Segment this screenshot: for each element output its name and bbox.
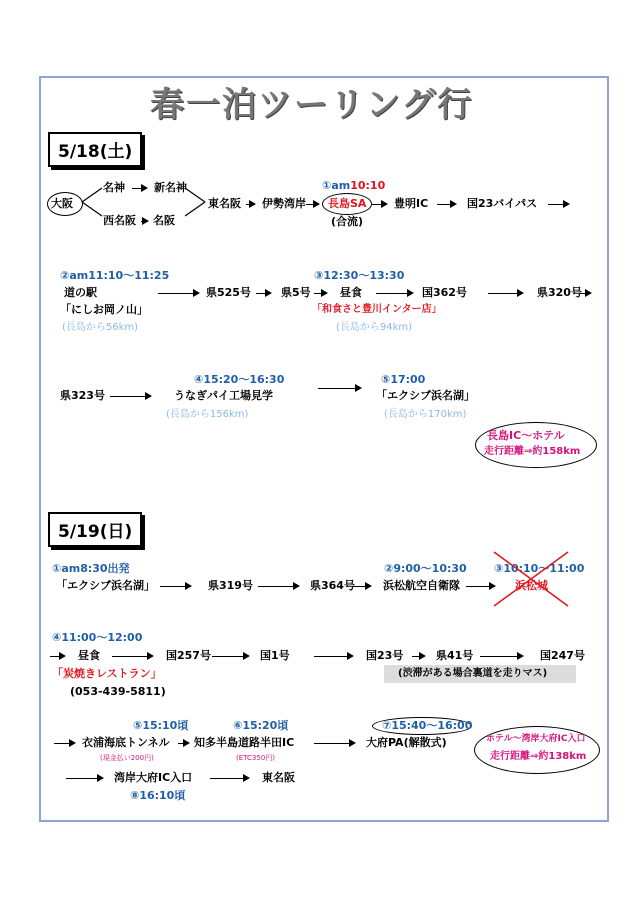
day2-stop4-time: ④11:00～12:00: [52, 631, 143, 644]
arrow: [212, 656, 248, 657]
day2-lunch-place: 「炭焼きレストラン」: [52, 667, 162, 680]
day1-stop4-time: ④15:20～16:30: [194, 373, 285, 386]
day1-stop3-time: ③12:30～13:30: [314, 269, 405, 282]
day2-chita-fee: (ETC350円): [236, 754, 275, 762]
arrow: [314, 656, 352, 657]
route-higashimeihan: 東名阪: [208, 197, 241, 210]
day1-summary-line2: 走行距離⇒約158km: [484, 446, 581, 457]
day1-stop1-time: ①am10:10: [322, 179, 386, 192]
day2-lunch-phone: (053-439-5811): [70, 685, 166, 698]
arrow: [132, 188, 146, 189]
arrow: [412, 656, 424, 657]
route-meihan: 名阪: [153, 214, 175, 227]
arrow: [318, 388, 360, 389]
day2-stop1-name: 「エクシブ浜名湖」: [56, 579, 155, 592]
day2-stop2-time: ②9:00～10:30: [384, 562, 467, 575]
route-1: 国1号: [260, 649, 290, 662]
arrow: [372, 204, 386, 205]
arrow: [158, 293, 198, 294]
day2-stop3-time: ③10:10～11:00: [494, 562, 585, 575]
day1-stop2-line2: 「にしお岡ノ山」: [60, 303, 148, 316]
day2-stop6-time: ⑥15:20頃: [233, 719, 289, 732]
day1-stop4-dist: (長島から156km): [166, 409, 249, 420]
day2-stop3-name: 浜松城: [515, 579, 548, 592]
route-nishimeihan: 西名阪: [103, 214, 136, 227]
arrow: [112, 656, 152, 657]
arrow: [210, 778, 248, 779]
day2-stop1-time: ①am8:30出発: [52, 562, 130, 575]
arrow: [256, 293, 270, 294]
route-364: 県364号: [310, 579, 355, 592]
day2-detour-note: (渋滞がある場合裏道を走りマス): [398, 668, 548, 679]
route-23-bypass: 国23バイパス: [467, 197, 538, 210]
day1-stop5-time: ⑤17:00: [381, 373, 426, 386]
route-257: 国257号: [166, 649, 211, 662]
arrow: [141, 221, 147, 222]
arrow: [314, 293, 326, 294]
day1-stop3-name: 昼食: [340, 286, 362, 299]
arrow: [488, 293, 522, 294]
route-5: 県5号: [281, 286, 311, 299]
arrow: [160, 586, 190, 587]
route-362: 国362号: [422, 286, 467, 299]
day2-chita-handa-ic: 知多半島道路半田IC: [194, 736, 295, 749]
day2-obu-pa: 大府PA(解散式): [366, 736, 447, 749]
arrow: [178, 743, 188, 744]
day2-higashimeihan: 東名阪: [262, 771, 295, 784]
day1-stop5-name: 「エクシブ浜名湖」: [376, 389, 475, 402]
route-320: 県320号: [537, 286, 582, 299]
day1-stop4-name: うなぎパイ工場見学: [174, 389, 273, 402]
route-meishin: 名神: [103, 181, 125, 194]
route-319: 県319号: [208, 579, 253, 592]
arrow: [352, 586, 370, 587]
start-osaka: 大阪: [51, 197, 73, 210]
route-toyoake-ic: 豊明IC: [394, 197, 429, 210]
day2-summary-line1: ホテル～湾岸大府IC入口: [486, 734, 586, 744]
day1-stop3-dist: (長島から94km): [336, 322, 413, 333]
route-525: 県525号: [206, 286, 251, 299]
day2-kinuura-fee: (現金払い200円): [100, 754, 154, 762]
arrow: [480, 656, 522, 657]
day2-stop5-time: ⑤15:10頃: [133, 719, 189, 732]
arrow: [437, 204, 455, 205]
arrow: [110, 396, 150, 397]
arrow: [50, 656, 64, 657]
route-323: 県323号: [60, 389, 105, 402]
arrow: [258, 586, 298, 587]
arrow: [306, 204, 318, 205]
day1-stop3-place: 「和食さと豊川インター店」: [312, 304, 442, 315]
arrow: [376, 293, 412, 294]
day2-date: 5/19(日): [48, 512, 142, 547]
day1-stop1-note: (合流): [331, 215, 364, 228]
arrow: [580, 293, 590, 294]
page-title: 春一泊ツーリング行: [150, 85, 474, 125]
day2-lunch: 昼食: [78, 649, 100, 662]
arrow: [66, 778, 102, 779]
route-isewangan: 伊勢湾岸: [262, 197, 306, 210]
day2-stop2-name: 浜松航空自衛隊: [383, 579, 460, 592]
day1-stop2-time: ②am11:10～11:25: [60, 269, 170, 282]
arrow: [54, 743, 74, 744]
route-shinmeishin: 新名神: [154, 181, 187, 194]
arrow: [246, 204, 254, 205]
day2-wangan-ic: 湾岸大府IC入口: [114, 771, 193, 784]
route-41: 県41号: [436, 649, 474, 662]
day1-summary-line1: 長島IC～ホテル: [487, 429, 565, 442]
day1-stop5-dist: (長島から170km): [384, 409, 467, 420]
day2-stop7-time: ⑦15:40～16:00: [382, 719, 473, 732]
route-23: 国23号: [366, 649, 404, 662]
day1-stop2-line1: 道の駅: [64, 286, 97, 299]
route-247: 国247号: [540, 649, 585, 662]
cancel-x-mark: [490, 548, 572, 610]
day2-kinuura-tunnel: 衣浦海底トンネル: [82, 736, 170, 749]
arrow: [548, 204, 568, 205]
day1-date: 5/18(土): [48, 132, 142, 167]
day1-stop2-dist: (長島から56km): [62, 322, 139, 333]
day2-stop8-time: ⑧16:10頃: [130, 789, 186, 802]
day2-summary-line2: 走行距離⇒約138km: [490, 751, 587, 762]
day1-stop1-name: 長島SA: [328, 197, 367, 210]
arrow: [314, 743, 354, 744]
